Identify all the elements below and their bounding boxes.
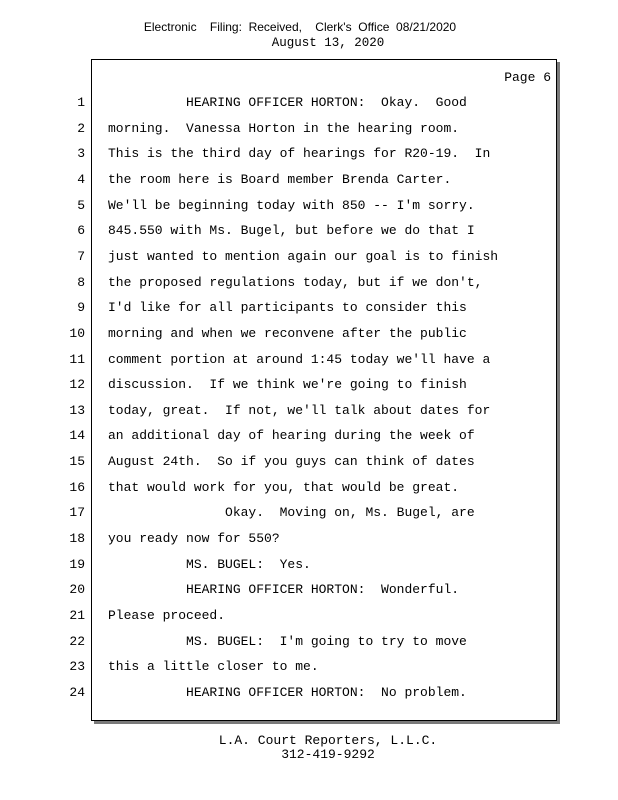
transcript-line-text: discussion. If we think we're going to finish — [108, 377, 467, 392]
transcript-line-text: We'll be beginning today with 850 -- I'm sorry. — [108, 198, 475, 213]
transcript-line-text: HEARING OFFICER HORTON: Wonderful. — [108, 582, 460, 597]
court-reporter-name: L.A. Court Reporters, L.L.C. — [218, 733, 438, 748]
line-number: 3 — [77, 146, 85, 161]
transcript-line-text: just wanted to mention again our goal is to finish — [108, 249, 499, 264]
line-number: 9 — [77, 300, 85, 315]
line-number: 18 — [69, 531, 85, 546]
line-number: 1 — [77, 95, 85, 110]
transcript-line-text: I'd like for all participants to consider this — [108, 300, 467, 315]
line-number: 10 — [69, 326, 85, 341]
transcript-line-text: you ready now for 550? — [108, 531, 280, 546]
line-number: 21 — [69, 608, 85, 623]
line-number: 8 — [77, 275, 85, 290]
transcript-line-text: morning and when we reconvene after the public — [108, 326, 467, 341]
transcript-line-text: This is the third day of hearings for R20-19. In — [108, 146, 491, 161]
transcript-line-text: morning. Vanessa Horton in the hearing room. — [108, 121, 460, 136]
line-number: 4 — [77, 172, 85, 187]
line-number: 2 — [77, 121, 85, 136]
line-number: 16 — [69, 480, 85, 495]
line-number: 22 — [69, 634, 85, 649]
line-number: 13 — [69, 403, 85, 418]
line-number: 17 — [69, 505, 85, 520]
line-number: 20 — [69, 582, 85, 597]
line-number: 15 — [69, 454, 85, 469]
line-number: 14 — [69, 428, 85, 443]
transcript-line-text: the room here is Board member Brenda Carter. — [108, 172, 452, 187]
transcript-line-text: that would work for you, that would be great. — [108, 480, 460, 495]
line-number: 6 — [77, 223, 85, 238]
filing-stamp: Electronic Filing: Received, Clerk's Office 08/21/2020 — [143, 20, 457, 34]
transcript-line-text: the proposed regulations today, but if we don't, — [108, 275, 483, 290]
transcript-line-text: Okay. Moving on, Ms. Bugel, are — [108, 505, 475, 520]
page-number: Page 6 — [504, 70, 551, 85]
transcript-line-text: 845.550 with Ms. Bugel, but before we do that I — [108, 223, 475, 238]
line-number: 24 — [69, 685, 85, 700]
transcript-line-text: August 24th. So if you guys can think of dates — [108, 454, 475, 469]
line-number: 7 — [77, 249, 85, 264]
transcript-line-text: MS. BUGEL: I'm going to try to move — [108, 634, 467, 649]
transcript-line-text: MS. BUGEL: Yes. — [108, 557, 311, 572]
line-number: 19 — [69, 557, 85, 572]
transcript-line-text: an additional day of hearing during the week of — [108, 428, 475, 443]
line-number: 12 — [69, 377, 85, 392]
line-number: 23 — [69, 659, 85, 674]
transcript-line-text: today, great. If not, we'll talk about dates for — [108, 403, 491, 418]
hearing-date: August 13, 2020 — [271, 36, 385, 50]
line-number: 11 — [69, 352, 85, 367]
line-number: 5 — [77, 198, 85, 213]
transcript-line-text: HEARING OFFICER HORTON: No problem. — [108, 685, 467, 700]
transcript-line-text: Please proceed. — [108, 608, 226, 623]
court-reporter-phone: 312-419-9292 — [281, 747, 375, 762]
transcript-line-text: HEARING OFFICER HORTON: Okay. Good — [108, 95, 467, 110]
transcript-line-text: this a little closer to me. — [108, 659, 319, 674]
transcript-line-text: comment portion at around 1:45 today we'll have a — [108, 352, 491, 367]
